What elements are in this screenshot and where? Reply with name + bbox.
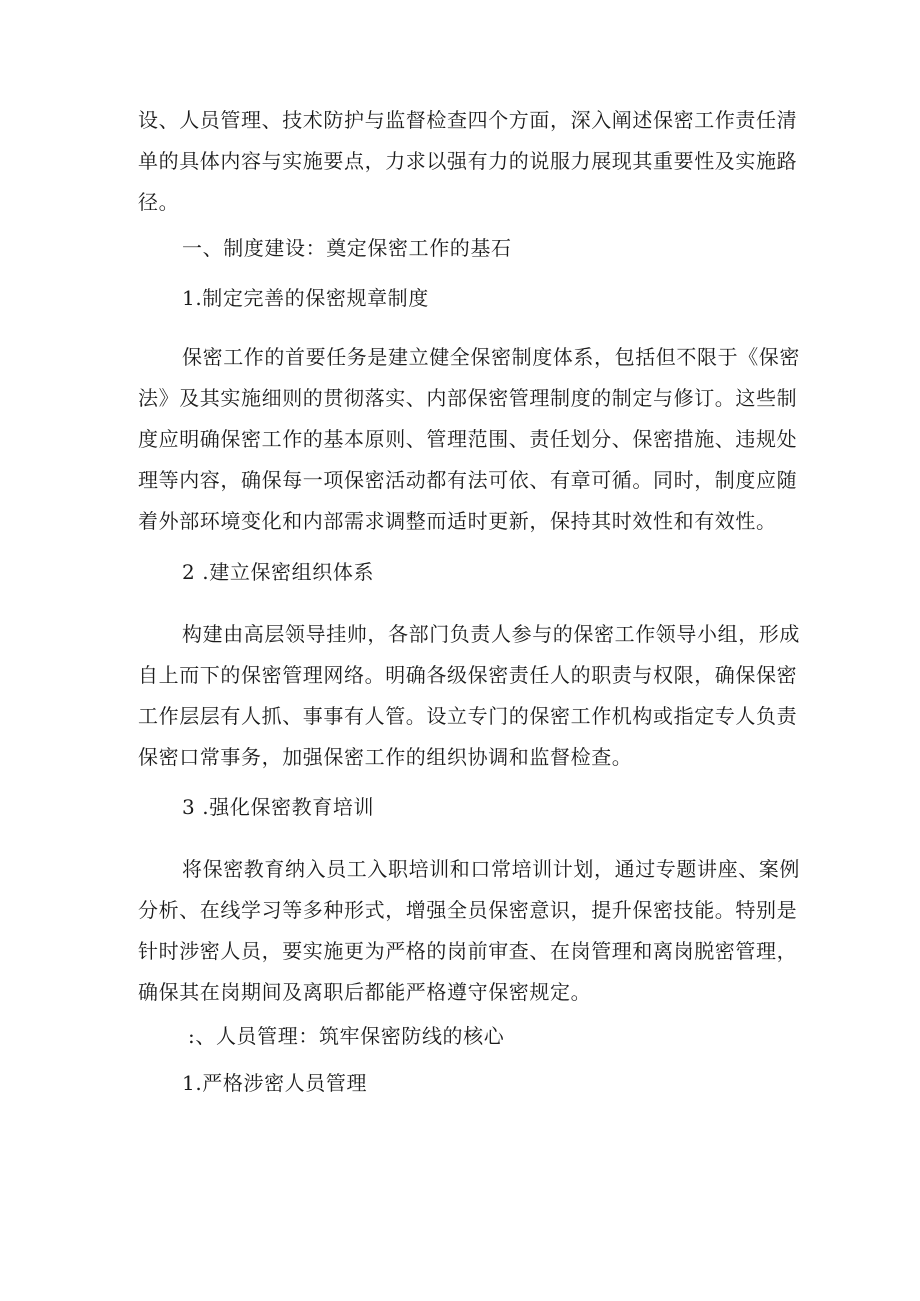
item-heading-1: 1.制定完善的保密规章制度 bbox=[182, 286, 429, 310]
item1-paragraph bbox=[138, 337, 800, 542]
paragraph-line: 工作层层有人抓、事事有人管。设立专门的保密工作机构或指定专人负责 bbox=[138, 704, 798, 728]
paragraph-line: 保密口常事务，加强保密工作的组织协调和监督检查。 bbox=[138, 745, 633, 769]
intro-line: 设、人员管理、技术防护与监督检查四个方面，深入阐述保密工作责任清 bbox=[138, 108, 798, 132]
item-heading-3: 3 .强化保密教育培训 bbox=[182, 795, 375, 819]
intro-paragraph bbox=[138, 100, 798, 223]
paragraph-line: 确保其在岗期间及离职后都能严格遵守保密规定。 bbox=[138, 980, 592, 1004]
section-heading-1: 一、制度建设：奠定保密工作的基石 bbox=[182, 236, 512, 260]
item3-paragraph bbox=[138, 849, 800, 1013]
item-heading-4: 1.严格涉密人员管理 bbox=[182, 1071, 368, 1095]
paragraph-line: 法》及其实施细则的贯彻落实、内部保密管理制度的制定与修订。这些制 bbox=[138, 386, 798, 410]
paragraph-line: 针时涉密人员，要实施更为严格的岗前审查、在岗管理和离岗脱密管理， bbox=[138, 939, 798, 963]
paragraph-line: 度应明确保密工作的基本原则、管理范围、责任划分、保密措施、违规处 bbox=[138, 427, 798, 451]
paragraph-line: 理等内容，确保每一项保密活动都有法可依、有章可循。同时，制度应随 bbox=[138, 468, 798, 492]
intro-line: 径。 bbox=[138, 190, 180, 214]
paragraph-line: 分析、在线学习等多种形式，增强全员保密意识，提升保密技能。特别是 bbox=[138, 898, 798, 922]
paragraph-line: 构建由高层领导挂帅，各部门负责人参与的保密工作领导小组，形成 bbox=[182, 622, 800, 646]
section-heading-2: :、人员管理：筑牢保密防线的核心 bbox=[188, 1024, 505, 1048]
item2-paragraph bbox=[138, 614, 800, 778]
intro-line: 单的具体内容与实施要点，力求以强有力的说服力展现其重要性及实施路 bbox=[138, 149, 798, 173]
paragraph-line: 将保密教育纳入员工入职培训和口常培训计划，通过专题讲座、案例 bbox=[182, 857, 800, 881]
item-heading-2: 2 .建立保密组织体系 bbox=[182, 560, 375, 584]
paragraph-line: 保密工作的首要任务是建立健全保密制度体系，包括但不限于《保密 bbox=[182, 345, 800, 369]
paragraph-line: 自上而下的保密管理网络。明确各级保密责任人的职责与权限，确保保密 bbox=[138, 663, 798, 687]
paragraph-line: 着外部环境变化和内部需求调整而适时更新，保持其时效性和有效性。 bbox=[138, 509, 777, 533]
